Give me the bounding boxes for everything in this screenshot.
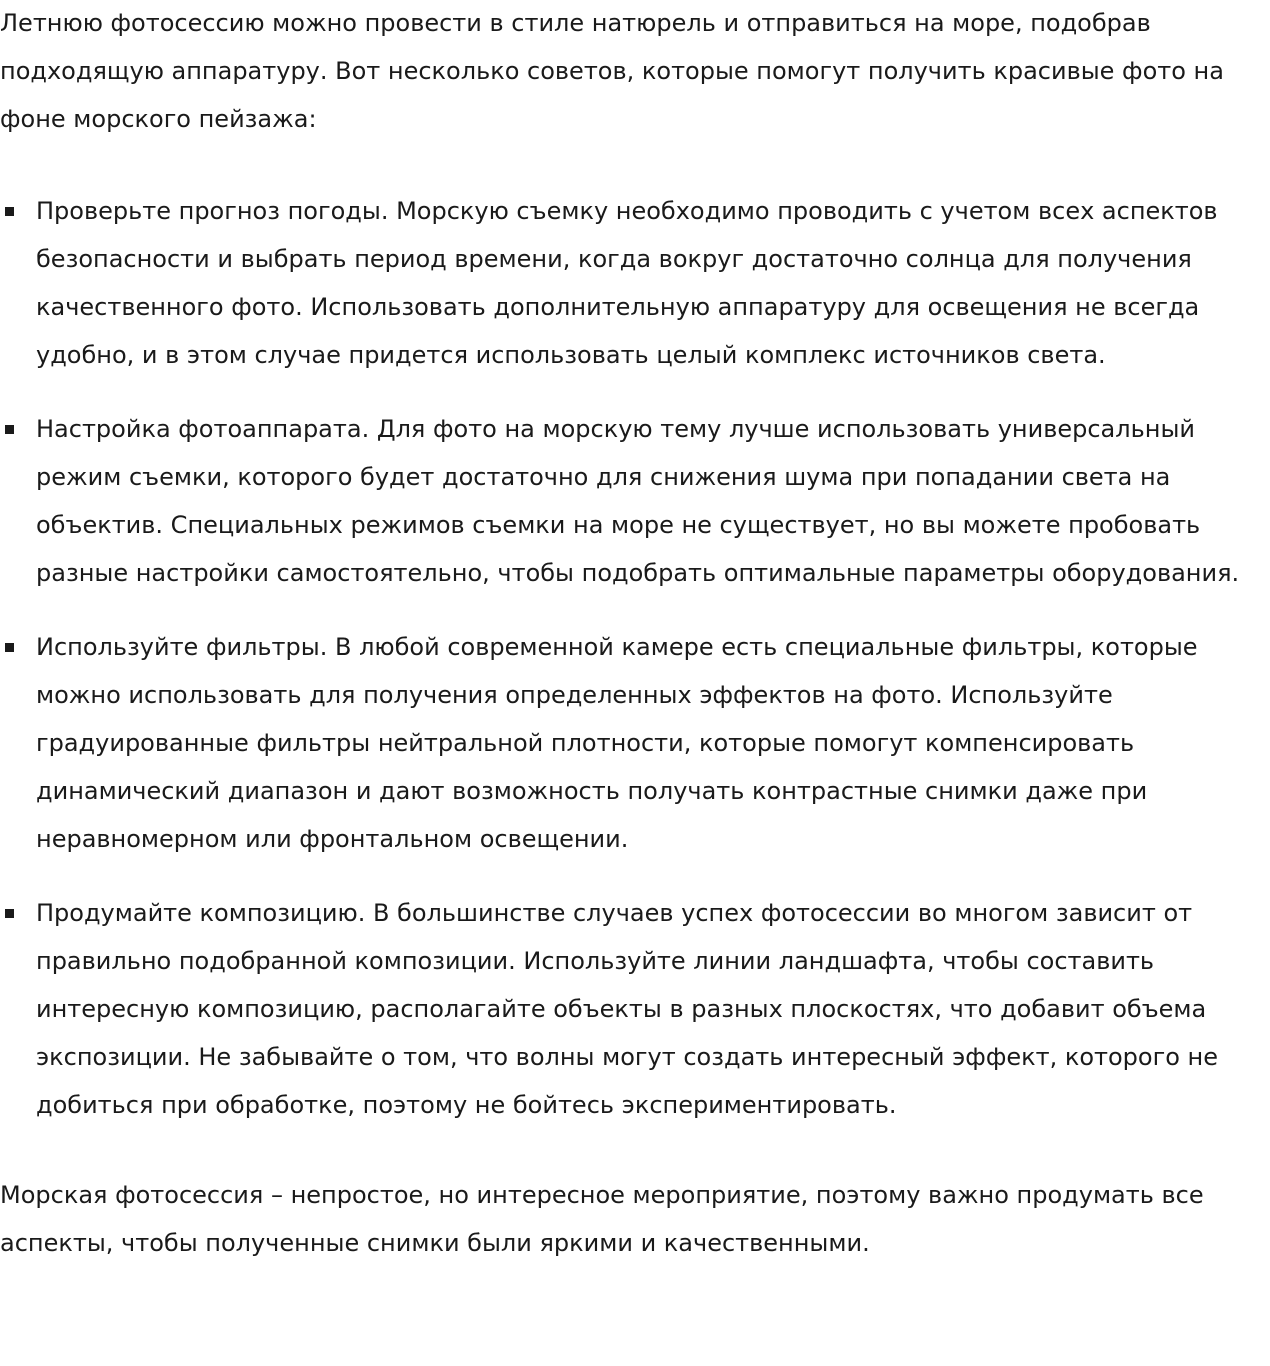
tip-text: Используйте фильтры. В любой современной камере есть специальные фильтры, которые можно использовать для получения определенных эффектов на фото. Используйте градуированные фильтры нейтральной плотности, которые помогут компенсировать динамический диапазон и дают возможность получать контрастные снимки даже при неравномерном или фронтальном освещении. [36, 633, 1198, 853]
tip-text: Продумайте композицию. В большинстве случаев успех фотосессии во многом зависит от правильно подобранной композиции. Используйте линии ландшафта, чтобы составить интересную композицию, располагайте объекты в разных плоскостях, что добавит объема экспозиции. Не забывайте о том, что волны могут создать интересный эффект, которого не добиться при обработке, поэтому не бойтесь экспериментировать. [36, 899, 1218, 1119]
intro-paragraph: Летнюю фотосессию можно провести в стиле натюрель и отправиться на море, подобрав подходящую аппаратуру. Вот несколько советов, которые помогут получить красивые фото на фоне морского пейзажа: [0, 9, 1224, 133]
list-item [0, 623, 1270, 863]
tip-text: Настройка фотоаппарата. Для фото на морскую тему лучше использовать универсальный режим съемки, которого будет достаточно для снижения шума при попадании света на объектив. Специальных режимов съемки на море не существует, но вы можете пробовать разные настройки самостоятельно, чтобы подобрать оптимальные параметры оборудования. [36, 415, 1240, 587]
square-bullet-icon [5, 909, 14, 918]
list-item [0, 889, 1270, 1129]
square-bullet-icon [5, 207, 14, 216]
list-item [0, 187, 1270, 379]
square-bullet-icon [5, 425, 14, 434]
conclusion-paragraph: Морская фотосессия – непростое, но интересное мероприятие, поэтому важно продумать все аспекты, чтобы полученные снимки были яркими и качественными. [0, 1181, 1204, 1257]
square-bullet-icon [5, 643, 14, 652]
tip-text: Проверьте прогноз погоды. Морскую съемку необходимо проводить с учетом всех аспектов безопасности и выбрать период времени, когда вокруг достаточно солнца для получения качественного фото. Использовать дополнительную аппаратуру для освещения не всегда удобно, и в этом случае придется использовать целый комплекс источников света. [36, 197, 1218, 369]
list-item [0, 405, 1270, 597]
tips-list [0, 187, 1270, 1129]
